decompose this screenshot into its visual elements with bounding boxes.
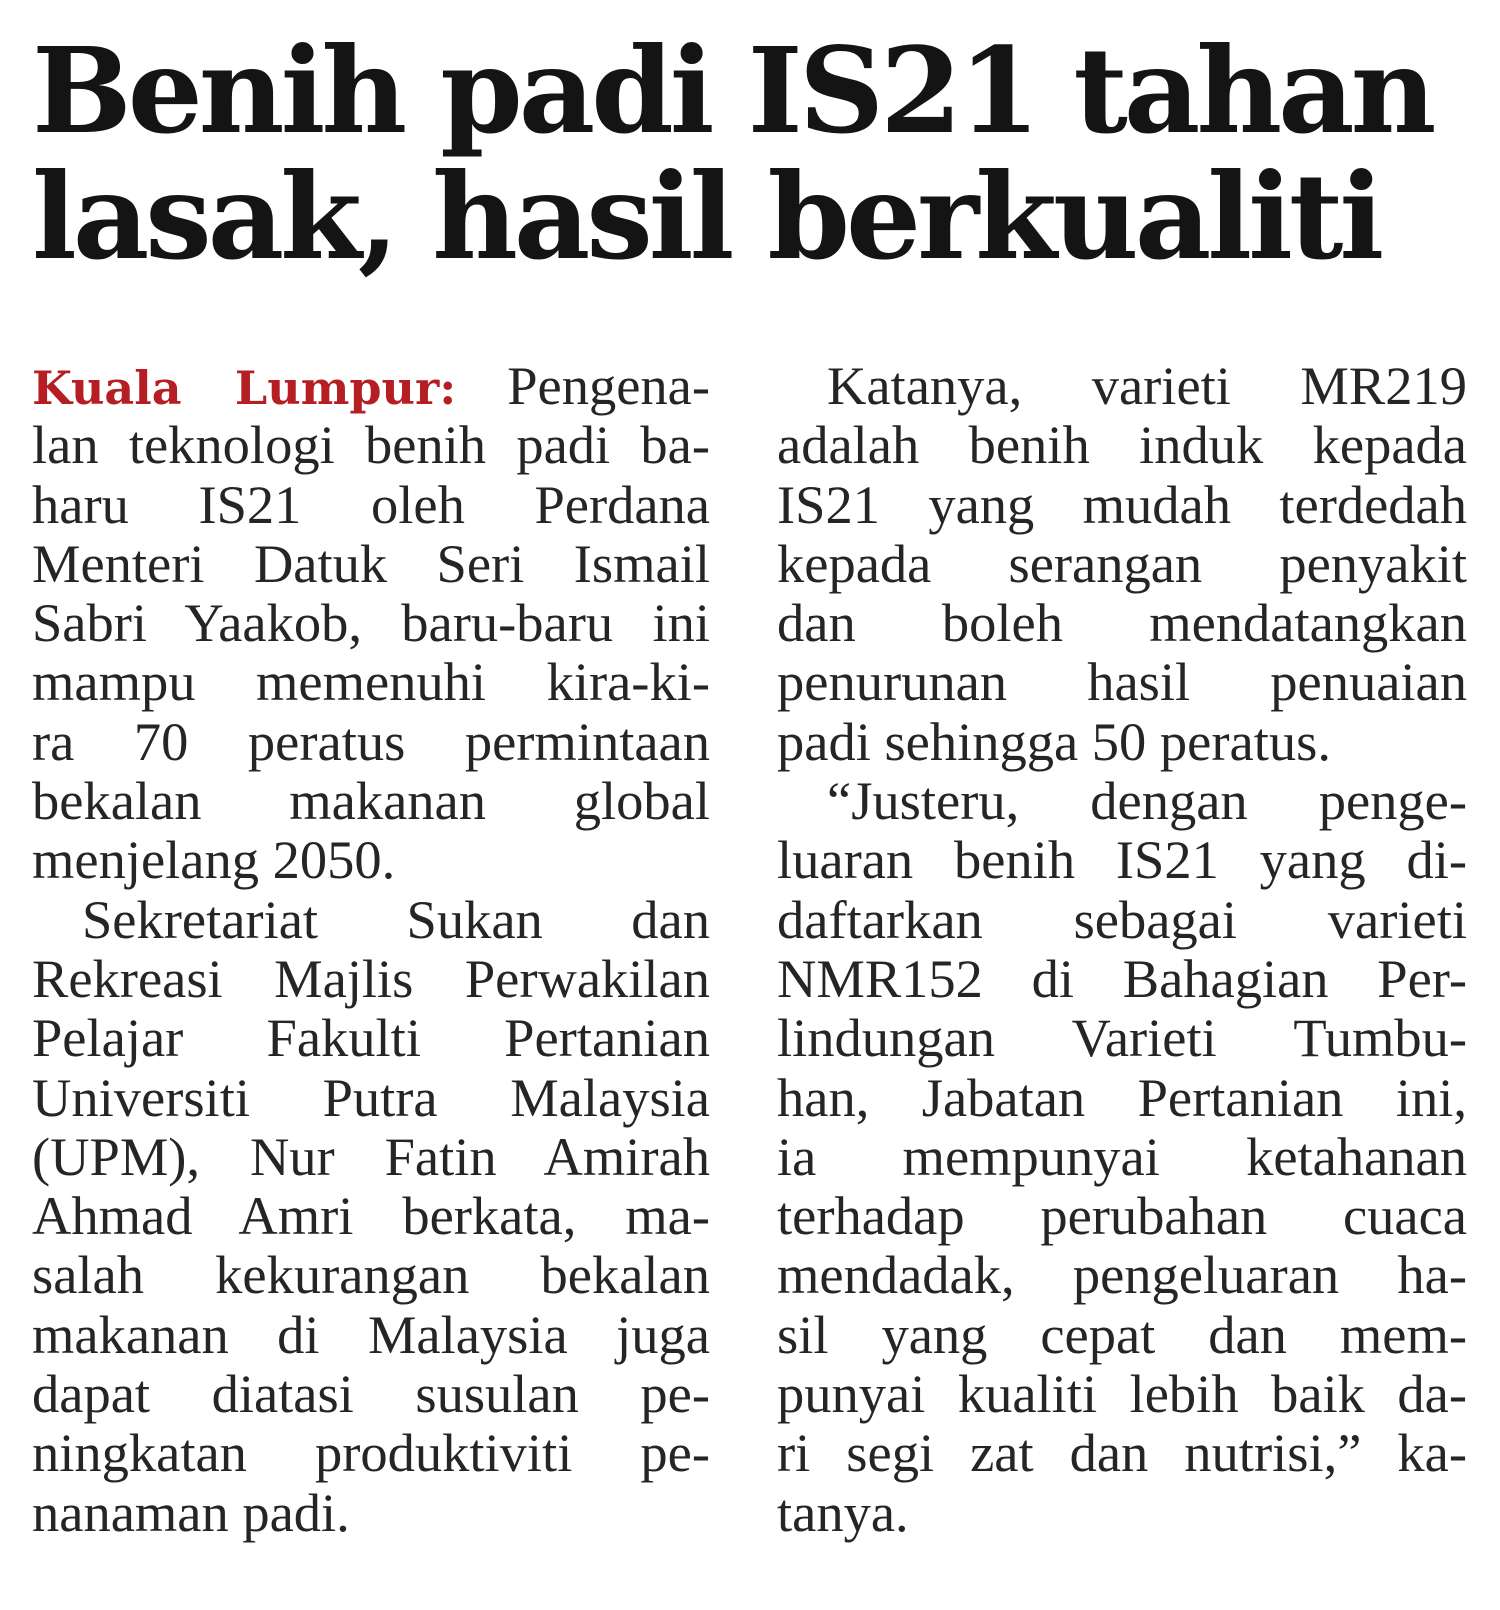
article-line: lindungan Varieti Tumbu- — [777, 1007, 1467, 1069]
article-line: padi sehingga 50 peratus. — [777, 710, 1331, 772]
article-line: tanya. — [777, 1481, 909, 1543]
dateline: Kuala Lumpur: — [32, 361, 457, 415]
article-line: terhadap perubahan cuaca — [777, 1185, 1467, 1247]
article-line: punyai kualiti lebih baik da- — [777, 1363, 1467, 1425]
article-line: ningkatan produktiviti pe- — [32, 1422, 710, 1484]
article-line: Pengena- — [507, 355, 710, 416]
article-line: lan teknologi benih padi ba- — [32, 414, 710, 476]
article-line: daftarkan sebagai varieti — [777, 888, 1467, 950]
article-line: Rekreasi Majlis Perwakilan — [32, 947, 710, 1009]
article-line: Ahmad Amri berkata, ma- — [32, 1185, 710, 1247]
article-line: mampu memenuhi kira-ki- — [32, 651, 710, 713]
article-line: Sekretariat Sukan dan — [82, 888, 710, 950]
article-line: dapat diatasi susulan pe- — [32, 1363, 710, 1425]
article-column-right — [777, 356, 1467, 1542]
article-line: salah kekurangan bekalan — [32, 1244, 710, 1306]
article-line: mendadak, pengeluaran ha- — [777, 1244, 1467, 1306]
article-line: bekalan makanan global — [32, 770, 710, 832]
article-line: Katanya, varieti MR219 — [827, 355, 1467, 416]
article-line: IS21 yang mudah terdedah — [777, 473, 1467, 535]
headline-line-2: lasak, hasil berkualiti — [32, 147, 1381, 286]
article-line: makanan di Malaysia juga — [32, 1303, 710, 1365]
article-line: NMR152 di Bahagian Per- — [777, 947, 1467, 1009]
article-line: haru IS21 oleh Perdana — [32, 473, 710, 535]
article-line: luaran benih IS21 yang di- — [777, 829, 1467, 891]
article-line: “Justeru, dengan penge- — [827, 770, 1467, 832]
article-line: ri segi zat dan nutrisi,” ka- — [777, 1422, 1467, 1484]
article-line: (UPM), Nur Fatin Amirah — [32, 1125, 710, 1187]
article-line: kepada serangan penyakit — [777, 532, 1467, 594]
article-line: ra 70 peratus permintaan — [32, 710, 710, 772]
article-line: menjelang 2050. — [32, 829, 396, 891]
headline-line-1: Benih padi IS21 tahan — [32, 21, 1433, 160]
article-first-line — [32, 356, 710, 415]
article-line: ia mempunyai ketahanan — [777, 1125, 1467, 1187]
article-line: Sabri Yaakob, baru-baru ini — [32, 592, 710, 654]
article-line: Pelajar Fakulti Pertanian — [32, 1007, 710, 1069]
article-line: penurunan hasil penuaian — [777, 651, 1467, 713]
article-line: nanaman padi. — [32, 1481, 350, 1543]
article-line: Menteri Datuk Seri Ismail — [32, 532, 710, 594]
article-line: han, Jabatan Pertanian ini, — [777, 1066, 1467, 1128]
headline — [32, 21, 1472, 286]
article-line: sil yang cepat dan mem- — [777, 1303, 1467, 1365]
article-line: adalah benih induk kepada — [777, 414, 1467, 476]
article-column-left — [32, 356, 710, 1542]
article-line: dan boleh mendatangkan — [777, 592, 1467, 654]
article-line: Universiti Putra Malaysia — [32, 1066, 710, 1128]
